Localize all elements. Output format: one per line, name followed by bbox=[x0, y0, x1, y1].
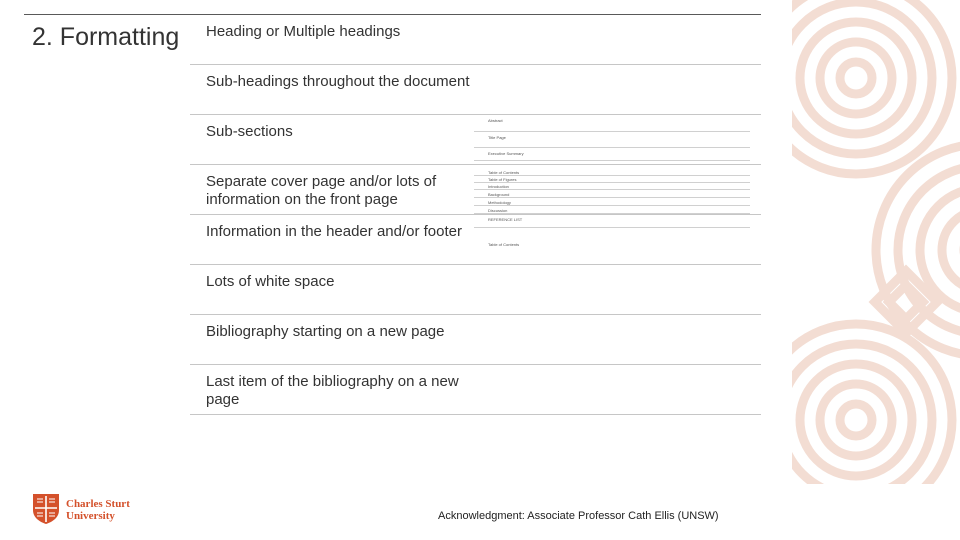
logo-line-1: Charles Sturt bbox=[66, 498, 130, 510]
thumbnail-rule bbox=[474, 175, 750, 176]
thumbnail-line: Table of Figures bbox=[488, 177, 517, 182]
crest-icon bbox=[32, 493, 60, 525]
list-item bbox=[190, 65, 761, 115]
document-structure-thumbnail bbox=[474, 114, 752, 254]
thumbnail-rule bbox=[474, 131, 750, 132]
list-item-text: Lots of white space bbox=[206, 273, 335, 290]
list-item-text: Sub-sections bbox=[206, 123, 293, 140]
list-item-text: Separate cover page and/or lots of information on the front page bbox=[206, 173, 437, 208]
list-item bbox=[190, 265, 761, 315]
thumbnail-rule bbox=[474, 160, 750, 161]
list-item bbox=[190, 15, 761, 65]
acknowledgment bbox=[438, 510, 719, 523]
thumbnail-rule bbox=[474, 197, 750, 198]
thumbnail-rule bbox=[474, 147, 750, 148]
thumbnail-rule bbox=[474, 213, 750, 214]
thumbnail-line: Title Page bbox=[488, 135, 506, 140]
thumbnail-line: Methodology bbox=[488, 200, 511, 205]
thumbnail-rule bbox=[474, 189, 750, 190]
slide-title-text: 2. Formatting bbox=[32, 23, 180, 51]
thumbnail-line: Table of Contents bbox=[488, 170, 520, 175]
slide-title bbox=[32, 22, 179, 52]
background-pattern bbox=[792, 0, 960, 484]
list-item-text: Heading or Multiple headings bbox=[206, 23, 401, 40]
thumbnail-line: Table of Contents bbox=[488, 242, 520, 247]
list-item bbox=[190, 315, 761, 365]
list-item bbox=[190, 365, 761, 415]
logo-line-2: University bbox=[66, 510, 115, 522]
thumbnail-line: Executive Summary bbox=[488, 151, 524, 156]
acknowledgment-text: Acknowledgment: Associate Professor Cath Ellis (UNSW) bbox=[438, 510, 719, 522]
thumbnail-line: Background bbox=[488, 192, 510, 197]
thumbnail-rule bbox=[474, 227, 750, 228]
thumbnail-line: Discussion bbox=[488, 208, 508, 213]
thumbnail-line: REFERENCE LIST bbox=[488, 217, 523, 222]
list-item-text: Information in the header and/or footer bbox=[206, 223, 462, 240]
university-logo bbox=[32, 493, 142, 527]
thumbnail-rule bbox=[474, 182, 750, 183]
list-item-text: Sub-headings throughout the document bbox=[206, 73, 470, 90]
thumbnail-rule bbox=[474, 205, 750, 206]
thumbnail-line: Introduction bbox=[488, 184, 509, 189]
thumbnail-line: Abstract bbox=[488, 118, 503, 123]
list-item-text: Bibliography starting on a new page bbox=[206, 323, 445, 340]
list-item-text: Last item of the bibliography on a new page bbox=[206, 373, 459, 408]
